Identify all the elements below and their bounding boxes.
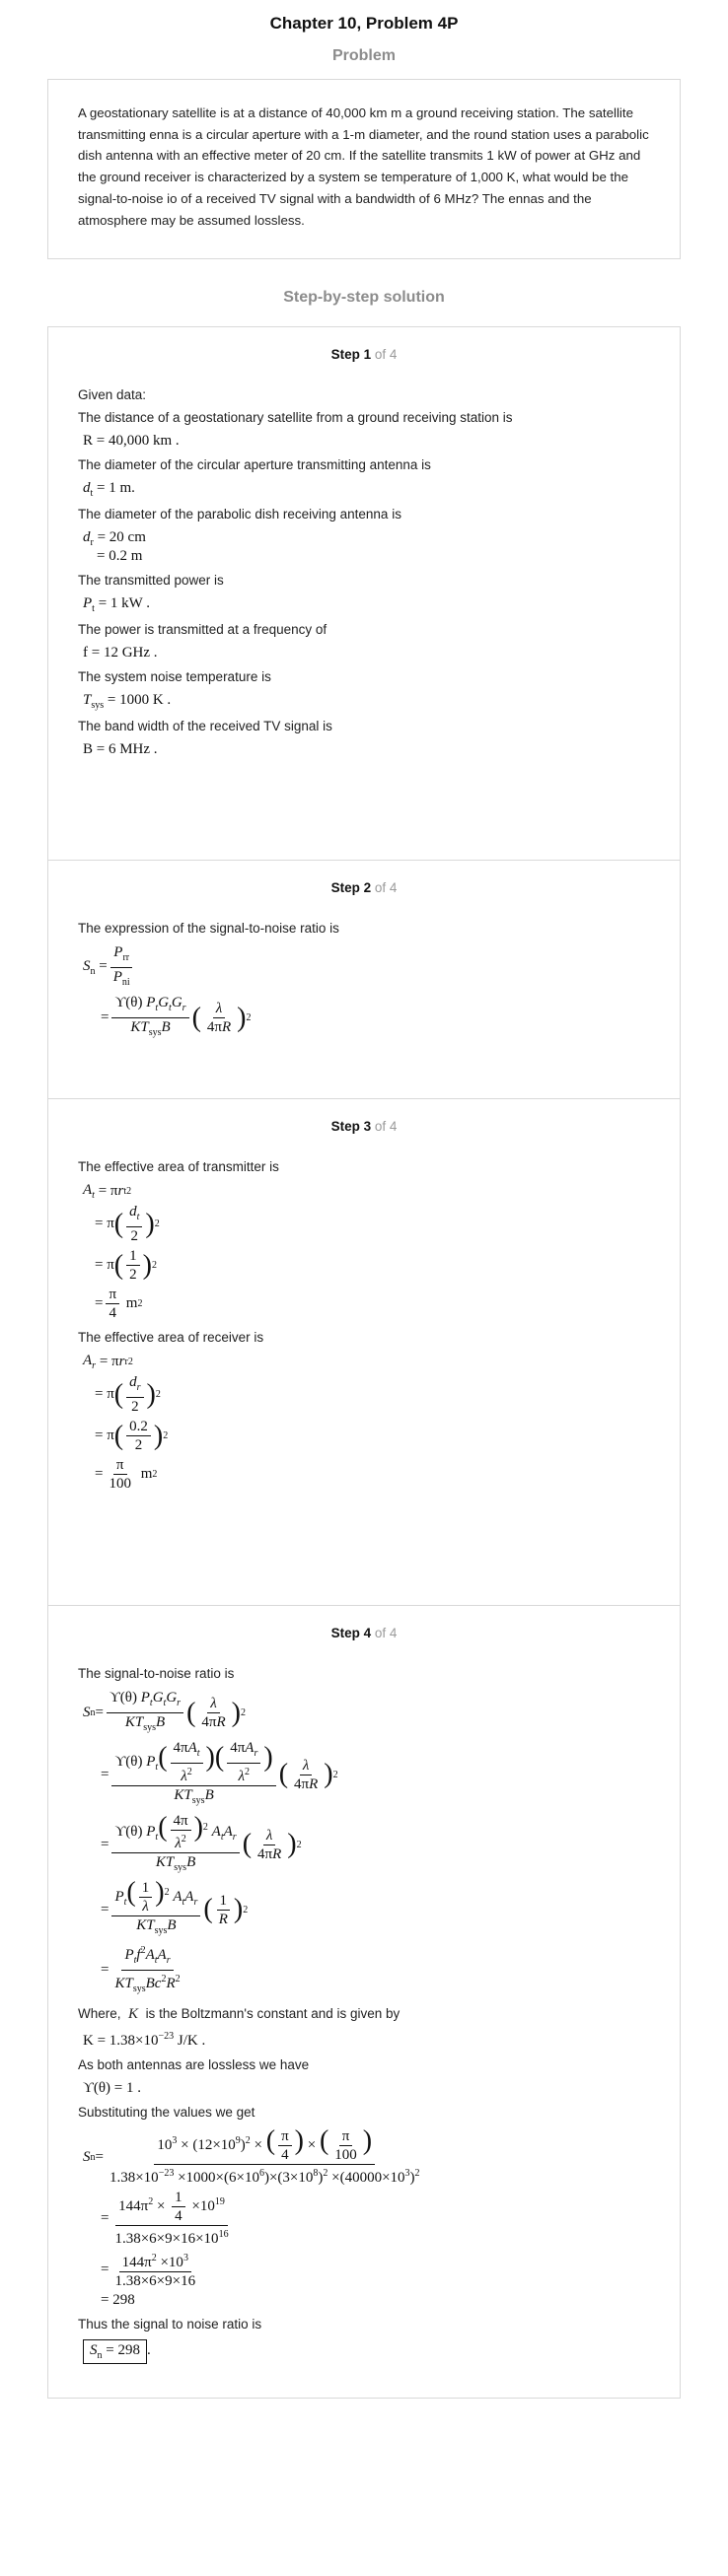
problem-heading: Problem [331, 47, 396, 64]
text: Thus the signal to noise ratio is [78, 2317, 262, 2332]
text: The effective area of receiver is [78, 1330, 264, 1346]
text: The power is transmitted at a frequency of [78, 622, 328, 638]
step-4 [48, 1605, 680, 2398]
math-tsys: $T_{sys} = 1000$ K . [83, 692, 172, 712]
text: As both antennas are lossless we have [78, 2057, 310, 2073]
step-4-header: Step 4 of 4 [330, 1626, 398, 1641]
math-at: $A_t$ = π r t 2 = π ( $\frac{d_t}{2}$ ) 2 = π ( $\frac{1}{2}$ ) 2 = $\frac{\pi}{4}$ m 2 [83, 1182, 160, 1322]
text: The diameter of the circular aperture transmitting antenna is [78, 457, 431, 473]
step-1 [48, 327, 680, 860]
text: The expression of the signal-to-noise ratio is [78, 921, 339, 937]
math-dr: $d_r = 20$ cm = 0.2 m [83, 529, 146, 565]
text: The system noise temperature is [78, 669, 271, 685]
given-data-label: Given data: [78, 387, 147, 403]
math-pt: $P_t = 1$ kW . [83, 595, 151, 615]
text: Where, K is the Boltzmann's constant and is given by [78, 2006, 400, 2023]
math-k: $K = 1.38\times 10^{-23}$ J/K . [83, 2031, 206, 2050]
problem-text: A geostationary satellite is at a distance of 40,000 km m a ground receiving station. The satellite transmitting enna is a circular aperture with a 1-m diameter, and the round station uses a parabolic dish antenna with an effective meter of 20 cm. If the satellite transmits 1 kW of power at GHz and the ground receiver is characterized by a system se temperature of 1,000 K, what would be the signal-to-noise io of a received TV signal with a bandwidth of 6 MHz? The ennas and the atmosphere may be assumed lossless. [78, 105, 649, 228]
solution-card [47, 326, 681, 2399]
step-3-header: Step 3 of 4 [330, 1119, 398, 1135]
math-ar: $A_r$ = π r r 2 = π ( $\frac{d_r}{2}$ ) 2 = π ( $\frac{0.2}{2}$ ) 2 = $\frac{\pi}{100}$ m 2 [83, 1353, 169, 1493]
math-b: B = 6 MHz . [83, 741, 158, 758]
text: The diameter of the parabolic dish receiving antenna is [78, 507, 401, 522]
math-snr-expression: $S_n$ = $\frac{P_{rr}}{P_{ni}}$ = $\frac{ϒ(\theta) P_tG_tG_r}{KT_{sys}B}$ ( $\frac{\lambda}{4\pi R}$ ) 2 [83, 944, 252, 1039]
math-substitution: S n = $10^3 \times (12\times 10^9)^2$ × ( $\frac{\pi}{4}$ ) × ( $\frac{\pi}{100}$ ) $1.38\times 10^{-23} \times 1000\times(6\times 10^6)\times(3\times 10^8)^2 \times(40000\times 10^3)^2$ = $144\pi^2$ × $\frac{1}{4}$ $\times 10^{19}$ $1.38\times 6\times 9\times 16\times 10^{16}$ = $\frac{144\pi^2 \times 10^3}{1.38\times 6\times 9\times 16}$ = 298 [83, 2125, 420, 2309]
page-title: Chapter 10, Problem 4P [269, 14, 459, 33]
solution-heading: Step-by-step solution [283, 289, 445, 307]
text: The distance of a geostationary satellite from a ground receiving station is [78, 410, 513, 426]
math-dt: $d_t = 1$ m. [83, 480, 135, 500]
step-3 [48, 1098, 680, 1605]
math-snr-derivation: S n = $\frac{ϒ(\theta) P_tG_tG_r}{KT_{sys}B}$ ( $\frac{\lambda}{4\pi R}$ ) 2 = ϒ(θ) $P_t$( $\frac{4\pi A_t}{\lambda^2}$ )( $\frac{4\pi A_r}{\lambda^2}$ ) $KT_{sys}B$ ( $\frac{\lambda}{4\pi R}$ ) 2 = ϒ(θ) $P_t$( $\frac{4\pi}{\lambda^2}$ )$^2$ $A_tA_r$ $KT_{sys}B$ ( $\frac{\lambda}{4\pi R}$ ) 2 = $P_t$( $\frac{1}{\lambda}$ )$^2$ $A_tA_r$ $KT_{sys}B$ ( $\frac{1}{R}$ ) 2 = $\frac{P_tf^2A_tA_r}{KT_{sys}Bc^2R^2}$ [83, 1690, 338, 1995]
step-2-header: Step 2 of 4 [330, 880, 398, 896]
step-2 [48, 860, 680, 1098]
math-gamma: ϒ(θ) = 1 . [83, 2080, 141, 2097]
step-1-header: Step 1 of 4 [330, 347, 398, 363]
problem-card [47, 79, 681, 259]
math-distance: R = 40,000 km . [83, 433, 180, 450]
math-f: f = 12 GHz . [83, 645, 158, 661]
text: The signal-to-noise ratio is [78, 1666, 235, 1682]
text: The effective area of transmitter is [78, 1159, 279, 1175]
text: Substituting the values we get [78, 2105, 255, 2121]
answer-box: $S_n = 298$ . [83, 2339, 650, 2364]
text: The transmitted power is [78, 573, 224, 589]
text: The band width of the received TV signal is [78, 719, 332, 734]
